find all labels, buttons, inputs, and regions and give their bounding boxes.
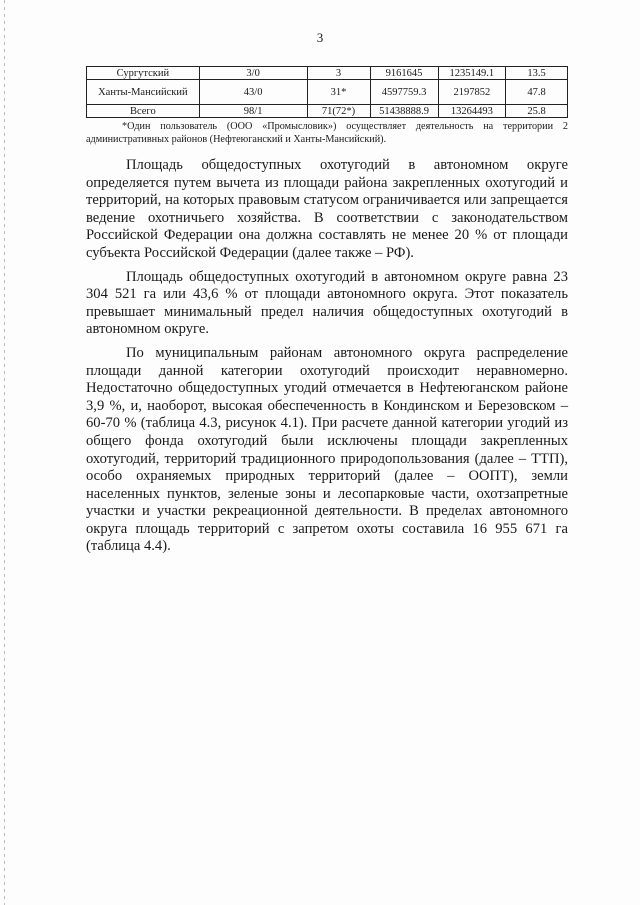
paragraph: Площадь общедоступных охотугодий в автономном округе определяется путем вычета из площади района закрепленных охотугодий и территорий, на которых правовым статусом ограничивается или запрещается ведение охотничьего хозяйства. В соответствии с законодательством Российской Федерации она должна составлять не менее 20 % от площади субъекта Российской Федерации (далее также – РФ). — [86, 157, 568, 261]
table-cell-district: Ханты-Мансийский — [87, 80, 200, 105]
table-row — [87, 105, 568, 118]
paragraph: По муниципальным районам автономного округа распределение площади данной категории охотугодий происходит неравномерно. Недостаточно общедоступных угодий отмечается в Нефтеюганском районе 3,9 %, и, наоборот, высокая обеспеченность в Кондинском и Березовском – 60-70 % (таблица 4.3, рисунок 4.1). При расчете данной категории угодий из общего фонда охотугодий были исключены площади закрепленных охотугодий, территорий традиционного природопользования (далее – ТТП), особо охраняемых природных территорий (далее – ООПТ), земли населенных пунктов, зеленые зоны и лесопарковые части, охотзапретные участки и участки рекреационной деятельности. В пределах автономного округа площадь территорий с запретом охоты составила 16 955 671 га (таблица 4.4). — [86, 344, 568, 555]
table-cell: 47.8 — [506, 80, 568, 105]
table-cell: 3/0 — [199, 67, 307, 80]
table-cell-district: Сургутский — [87, 67, 200, 80]
table-cell: 51438888.9 — [370, 105, 438, 118]
table-cell: 13.5 — [506, 67, 568, 80]
table-cell: 4597759.3 — [370, 80, 438, 105]
table-cell: 9161645 — [370, 67, 438, 80]
table-cell-district: Всего — [87, 105, 200, 118]
table-cell: 1235149.1 — [438, 67, 506, 80]
page-number: 3 — [316, 30, 324, 45]
table-cell: 13264493 — [438, 105, 506, 118]
body-text — [86, 157, 568, 562]
scan-edge-line — [4, 0, 5, 905]
table-cell: 31* — [307, 80, 370, 105]
table-row — [87, 67, 568, 80]
table-cell: 25.8 — [506, 105, 568, 118]
table-cell: 2197852 — [438, 80, 506, 105]
table-cell: 3 — [307, 67, 370, 80]
paragraph: Площадь общедоступных охотугодий в автономном округе равна 23 304 521 га или 43,6 % от площади автономного округа. Этот показатель превышает минимальный предел наличия общедоступных охотугодий в автономном округе. — [86, 268, 568, 338]
table-row — [87, 80, 568, 105]
table-cell: 98/1 — [199, 105, 307, 118]
table-cell: 43/0 — [199, 80, 307, 105]
table-footnote: *Один пользователь (ООО «Промысловик») осуществляет деятельность на территории 2 административных районов (Нефтеюганский и Ханты-Мансийский). — [86, 121, 568, 145]
table-cell: 71(72*) — [307, 105, 370, 118]
statistics-table — [86, 66, 568, 118]
